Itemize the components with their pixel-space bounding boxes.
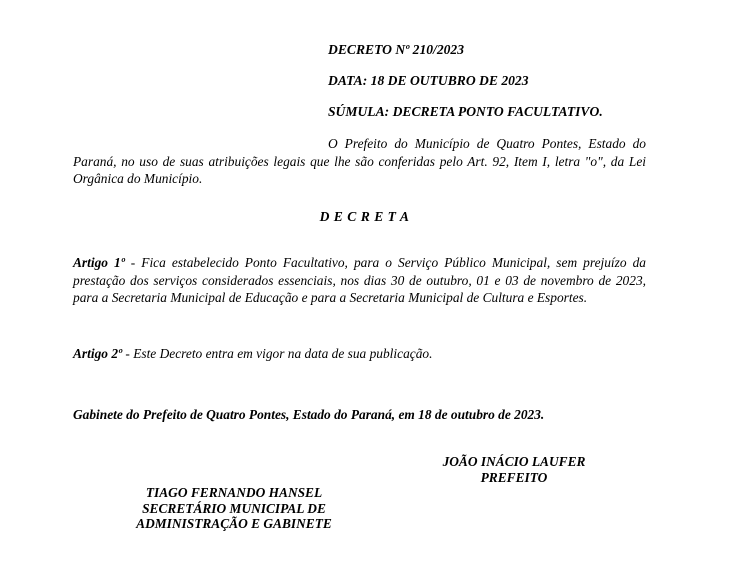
preamble — [73, 135, 646, 188]
mayor-name: JOÃO INÁCIO LAUFER — [442, 454, 586, 469]
decreta-heading: D E C R E T A — [319, 209, 410, 224]
article-2 — [73, 345, 646, 363]
mayor-title: PREFEITO — [480, 469, 548, 485]
decree-number: DECRETO Nº 210/2023 — [328, 42, 465, 57]
mayor-signature — [414, 454, 614, 485]
preamble-text: O Prefeito do Município de Quatro Pontes, Estado do Paraná, no uso de suas atribuições legais que lhe são conferidas pelo Art. 92, Item I, letra "o", da Lei Orgânica do Município. — [73, 136, 646, 187]
secretary-signature — [104, 485, 364, 532]
secretary-name: TIAGO FERNANDO HANSEL — [145, 485, 323, 500]
article-1-label: Artigo 1º — [73, 255, 125, 270]
decree-summary: SÚMULA: DECRETA PONTO FACULTATIVO. — [328, 104, 603, 119]
article-1-text: - Fica estabelecido Ponto Facultativo, para o Serviço Público Municipal, sem prejuízo da prestação dos serviços considerados essenciais, nos dias 30 de outubro, 01 e 03 de novembro de 2023, para a Secretaria Municipal de Educação e para a Secretaria Municipal de Cultura e Esportes. — [73, 255, 646, 306]
decree-date: DATA: 18 DE OUTUBRO DE 2023 — [328, 73, 529, 88]
article-2-text: - Este Decreto entra em vigor na data de sua publicação. — [122, 346, 433, 361]
secretary-title-line1: SECRETÁRIO MUNICIPAL DE — [142, 500, 326, 516]
closing-statement: Gabinete do Prefeito de Quatro Pontes, Estado do Paraná, em 18 de outubro de 2023. — [73, 407, 545, 422]
secretary-title-line2: ADMINISTRAÇÃO E GABINETE — [136, 516, 332, 532]
article-2-label: Artigo 2º — [73, 346, 123, 361]
article-1 — [73, 254, 646, 307]
